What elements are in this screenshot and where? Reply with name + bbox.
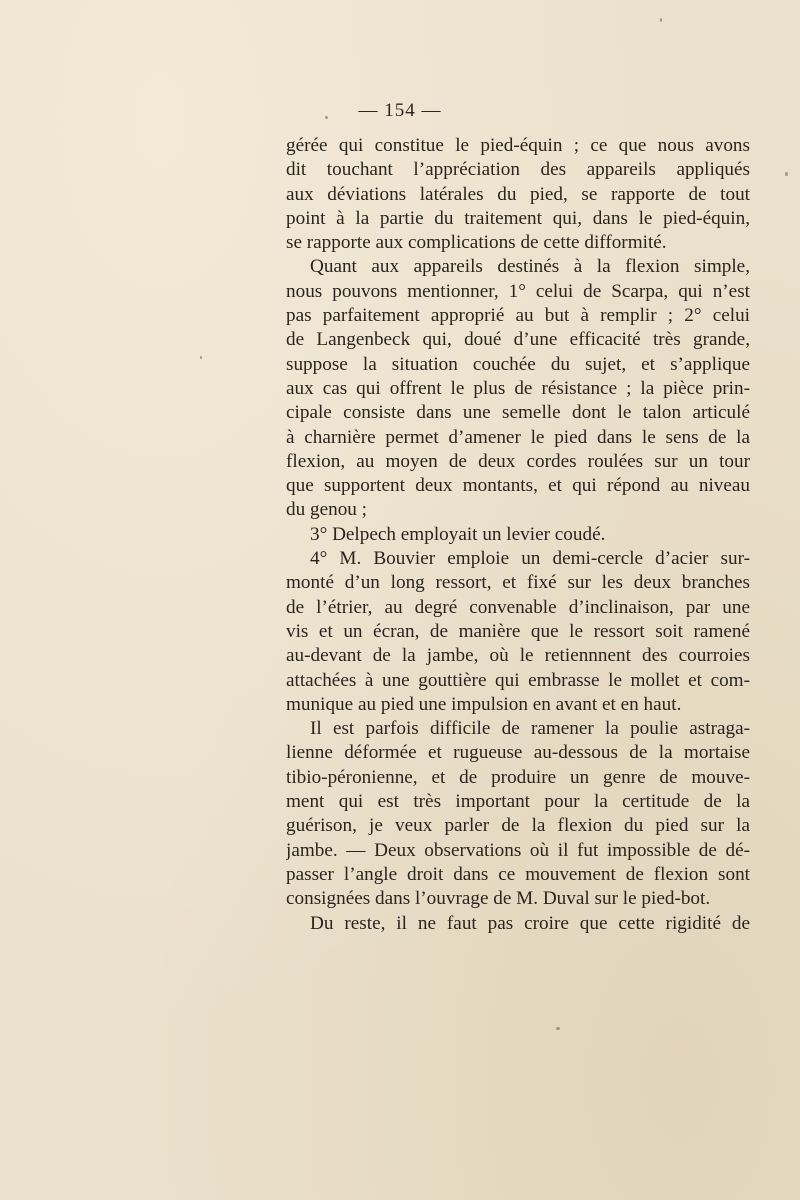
text-line: passer l’angle droit dans ce mouvement de flexion sont (286, 863, 750, 885)
text-line: 3° Delpech employait un levier coudé. (310, 523, 606, 545)
text-line: de Langenbeck qui, doué d’une efficacité très grande, (286, 329, 750, 351)
text-line: consignées dans l’ouvrage de M. Duval sur le pied-bot. (286, 888, 711, 910)
text-line: au-devant de la jambe, où le retiennnent des courroies (286, 645, 750, 667)
text-line: du genou ; (286, 499, 368, 521)
text-line: aux déviations latérales du pied, se rapporte de tout (286, 183, 750, 205)
text-line: flexion, au moyen de deux cordes roulées sur un tour (286, 450, 750, 472)
text-line: monté d’un long ressort, et fixé sur les deux branches (286, 572, 750, 594)
text-line: nous pouvons mentionner, 1° celui de Scarpa, qui n’est (286, 280, 750, 302)
text-line: se rapporte aux complications de cette difformité. (286, 232, 667, 254)
text-line: aux cas qui offrent le plus de résistance ; la pièce prin- (286, 377, 750, 399)
text-line: tibio-péronienne, et de produire un genre de mouve- (286, 766, 750, 788)
text-line: attachées à une gouttière qui embrasse le mollet et com- (286, 669, 750, 691)
page-number: — 154 — (358, 100, 442, 121)
paper-speck (660, 18, 662, 22)
text-line: vis et un écran, de manière que le ressort soit ramené (286, 620, 750, 642)
text-line: Quant aux appareils destinés à la flexion simple, (310, 256, 750, 278)
text-line: pas parfaitement approprié au but à remplir ; 2° celui (286, 305, 750, 327)
paper-speck (325, 116, 328, 119)
body-text (286, 134, 750, 936)
text-line: à charnière permet d’amener le pied dans le sens de la (286, 426, 750, 448)
paper-speck (785, 172, 788, 176)
text-line: gérée qui constitue le pied-équin ; ce que nous avons (286, 135, 750, 156)
text-line: dit touchant l’appréciation des appareils appliqués (286, 159, 750, 181)
text-line: Du reste, il ne faut pas croire que cette rigidité de (310, 912, 750, 934)
text-line: lienne déformée et rugueuse au-dessous de la mortaise (286, 742, 750, 764)
text-line: que supportent deux montants, et qui répond au niveau (286, 475, 750, 497)
paper-speck (200, 356, 202, 359)
text-line: 4° M. Bouvier emploie un demi-cercle d’acier sur- (310, 548, 750, 570)
text-line: guérison, je veux parler de la flexion du pied sur la (286, 815, 750, 837)
text-line: ment qui est très important pour la certitude de la (286, 791, 750, 813)
paper-speck (556, 1027, 560, 1030)
text-line: Il est parfois difficile de ramener la poulie astraga- (310, 718, 750, 740)
text-line: de l’étrier, au degré convenable d’inclinaison, par une (286, 596, 750, 618)
text-line: cipale consiste dans une semelle dont le talon articulé (286, 402, 750, 424)
text-line: jambe. — Deux observations où il fut impossible de dé- (286, 839, 750, 861)
text-line: point à la partie du traitement qui, dans le pied-équin, (286, 207, 750, 229)
text-line: suppose la situation couchée du sujet, et s’applique (286, 353, 750, 375)
text-line: munique au pied une impulsion en avant et en haut. (286, 693, 682, 715)
